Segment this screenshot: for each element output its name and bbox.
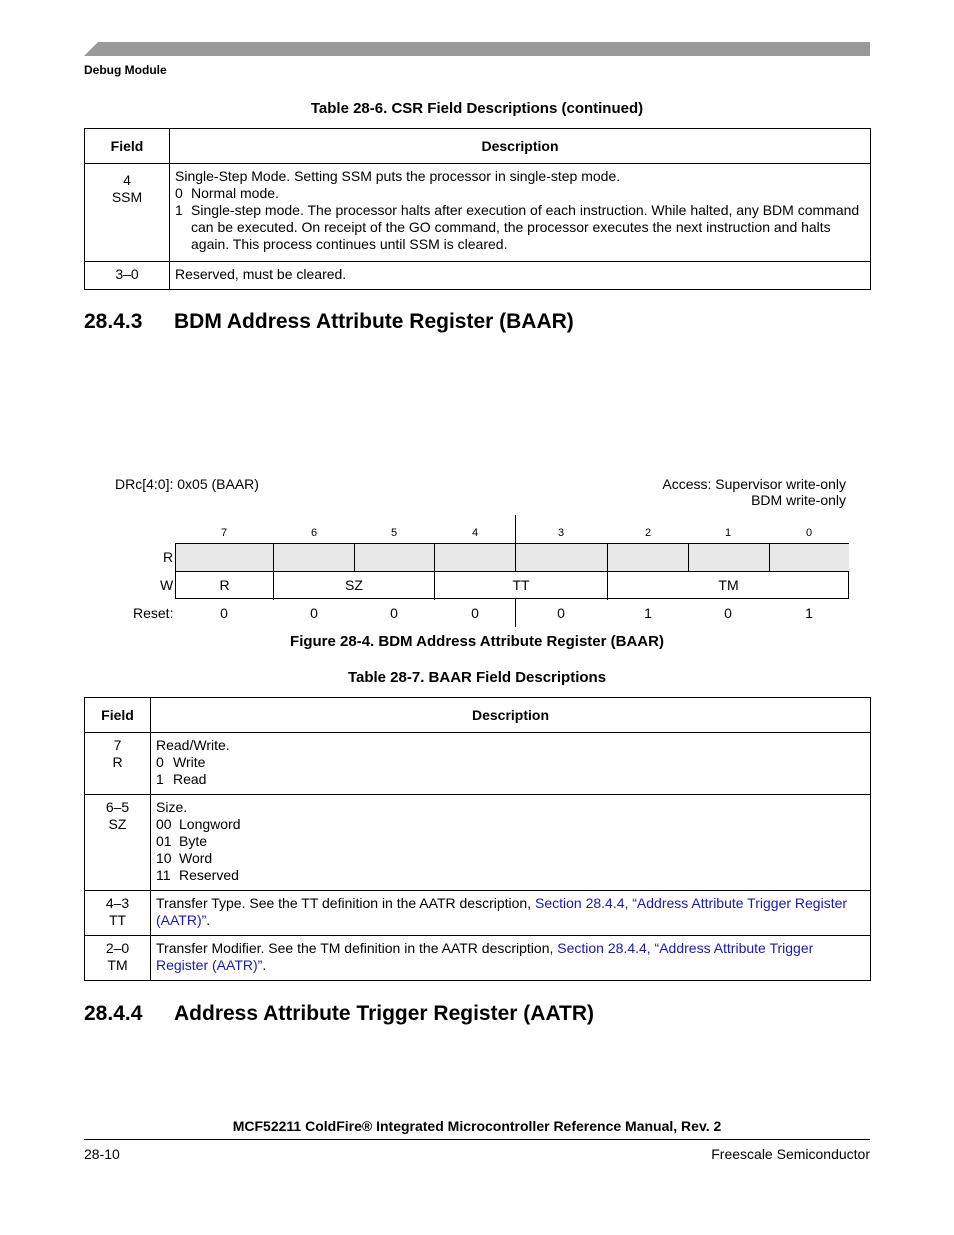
reset-label: Reset: — [133, 605, 174, 621]
enum-line — [156, 850, 864, 867]
field-name: SZ — [108, 816, 127, 832]
byte-divider — [515, 599, 516, 627]
column-header-field: Field — [85, 698, 151, 733]
access-info — [662, 476, 846, 508]
csr-field-table — [84, 128, 871, 290]
read-bit-cell — [770, 544, 849, 571]
description-cell — [170, 164, 871, 262]
write-field-sz: SZ — [274, 572, 435, 600]
page-number: 28-10 — [84, 1146, 120, 1162]
enum-text: Read — [173, 771, 207, 787]
register-grid — [175, 543, 849, 599]
field-cell — [85, 936, 151, 981]
enum-value: 1 — [175, 202, 183, 218]
reset-value: 0 — [557, 605, 565, 621]
enum-text: Normal mode. — [191, 185, 279, 201]
field-bits: 2–0 — [105, 940, 130, 956]
column-header-field: Field — [85, 129, 170, 164]
enum-value: 11 — [156, 867, 171, 883]
field-bits: 7 — [113, 737, 122, 753]
enum-text: Byte — [179, 833, 208, 849]
baar-field-table — [84, 697, 871, 981]
section-title: Address Attribute Trigger Register (AATR) — [174, 1002, 595, 1025]
company-name: Freescale Semiconductor — [711, 1146, 870, 1162]
description-line: Single-Step Mode. Setting SSM puts the processor in single-step mode. — [175, 168, 621, 184]
read-bit-cell — [689, 544, 770, 571]
table-row — [85, 936, 871, 981]
enum-text: Reserved — [179, 867, 239, 883]
enum-text: Single-step mode. The processor halts after execution of each instruction. While halted, any BDM command can be executed. On receipt of the GO command, the processor executes the next instruction and halts again. This process continues until SSM is cleared. — [191, 202, 860, 252]
description-line: Reserved, must be cleared. — [175, 266, 347, 282]
section-title: BDM Address Attribute Register (BAAR) — [174, 310, 574, 333]
column-header-description: Description — [151, 698, 871, 733]
row-label-read: R — [163, 549, 174, 565]
description-suffix: . — [262, 957, 267, 973]
table-row — [85, 164, 871, 262]
read-bit-cell — [608, 544, 689, 571]
description-text: Transfer Modifier. See the TM definition in the AATR description, — [156, 940, 558, 956]
enum-value: 0 — [175, 185, 183, 201]
section-heading — [84, 310, 574, 334]
footer-rule — [84, 1139, 870, 1140]
enum-line — [156, 771, 864, 788]
description-line: Read/Write. — [156, 737, 230, 753]
enum-value: 00 — [156, 816, 172, 832]
enum-value: 10 — [156, 850, 172, 866]
table-row — [85, 262, 871, 290]
description-cell — [151, 795, 871, 891]
footer-title: MCF52211 ColdFire® Integrated Microcontroller Reference Manual, Rev. 2 — [232, 1118, 722, 1134]
read-bit-cell — [435, 544, 516, 571]
table-row — [85, 795, 871, 891]
enum-value: 1 — [156, 771, 164, 787]
access-line: BDM write-only — [751, 492, 846, 508]
field-cell — [85, 262, 170, 290]
field-name: TM — [107, 957, 128, 973]
table-row — [85, 733, 871, 795]
table-row — [85, 891, 871, 936]
section-number: 28.4.3 — [84, 310, 143, 333]
description-cell — [170, 262, 871, 290]
section-number: 28.4.4 — [84, 1002, 143, 1025]
running-header: Debug Module — [84, 63, 167, 77]
bit-number: 5 — [390, 527, 398, 539]
enum-line — [156, 867, 864, 884]
description-text: Transfer Type. See the TT definition in the AATR description, — [156, 895, 535, 911]
section-heading — [84, 1002, 594, 1026]
read-bit-cell — [274, 544, 355, 571]
enum-text: Write — [173, 754, 206, 770]
enum-value: 0 — [156, 754, 164, 770]
field-cell — [85, 733, 151, 795]
enum-text: Word — [179, 850, 213, 866]
bit-number: 4 — [471, 527, 479, 539]
bit-number: 7 — [220, 527, 228, 539]
field-bits: 3–0 — [115, 266, 139, 282]
table-6-caption: Table 28-6. CSR Field Descriptions (continued) — [310, 100, 644, 117]
bit-number: 1 — [724, 527, 732, 539]
description-cell — [151, 733, 871, 795]
write-field-r: R — [176, 572, 274, 600]
enum-value: 01 — [156, 833, 172, 849]
bit-number: 6 — [310, 527, 318, 539]
enum-text: Longword — [179, 816, 241, 832]
write-field-tm: TM — [718, 577, 739, 593]
read-bit-cell — [516, 544, 608, 571]
field-name: TT — [108, 912, 127, 928]
table-header-row — [85, 129, 871, 164]
table-7-caption: Table 28-7. BAAR Field Descriptions — [347, 669, 607, 686]
bit-number: 3 — [557, 527, 565, 539]
enum-line — [156, 754, 864, 771]
read-bit-cell — [355, 544, 435, 571]
field-cell — [85, 164, 170, 262]
enum-line — [156, 833, 864, 850]
row-label-write: W — [160, 577, 174, 593]
description-cell — [151, 891, 871, 936]
field-bits: 4–3 — [105, 895, 130, 911]
table-header-row — [85, 698, 871, 733]
enum-line — [156, 816, 864, 833]
aatr-section-link[interactable]: Section 28.4.4, “Address Attribute Trigger Register (AATR)” — [156, 895, 848, 928]
enum-line — [175, 185, 864, 202]
reset-value: 0 — [471, 605, 479, 621]
reset-value: 0 — [220, 605, 228, 621]
description-suffix: . — [206, 912, 211, 928]
column-header-description: Description — [170, 129, 871, 164]
figure-caption: Figure 28-4. BDM Address Attribute Register (BAAR) — [290, 633, 664, 650]
reset-value: 0 — [310, 605, 318, 621]
byte-divider — [515, 515, 516, 543]
field-cell — [85, 795, 151, 891]
header-bar — [84, 42, 870, 56]
reset-value: 0 — [390, 605, 398, 621]
bit-number: 2 — [644, 527, 652, 539]
description-cell — [151, 936, 871, 981]
description-line: Size. — [156, 799, 188, 815]
enum-line — [175, 202, 864, 253]
reset-value: 1 — [805, 605, 813, 621]
field-bits: 4 — [123, 172, 131, 188]
field-name: SSM — [111, 189, 143, 205]
write-field-tt: TT — [435, 572, 608, 600]
reset-value: 0 — [724, 605, 732, 621]
aatr-section-link[interactable]: Section 28.4.4, “Address Attribute Trigger Register (AATR)” — [156, 940, 814, 973]
access-line: Access: Supervisor write-only — [662, 476, 846, 492]
register-address: DRc[4:0]: 0x05 (BAAR) — [115, 476, 259, 492]
reset-value: 1 — [644, 605, 652, 621]
field-name: R — [112, 754, 123, 770]
field-bits: 6–5 — [105, 799, 130, 815]
read-bit-cell — [176, 544, 274, 571]
field-cell — [85, 891, 151, 936]
bit-number: 0 — [805, 527, 813, 539]
